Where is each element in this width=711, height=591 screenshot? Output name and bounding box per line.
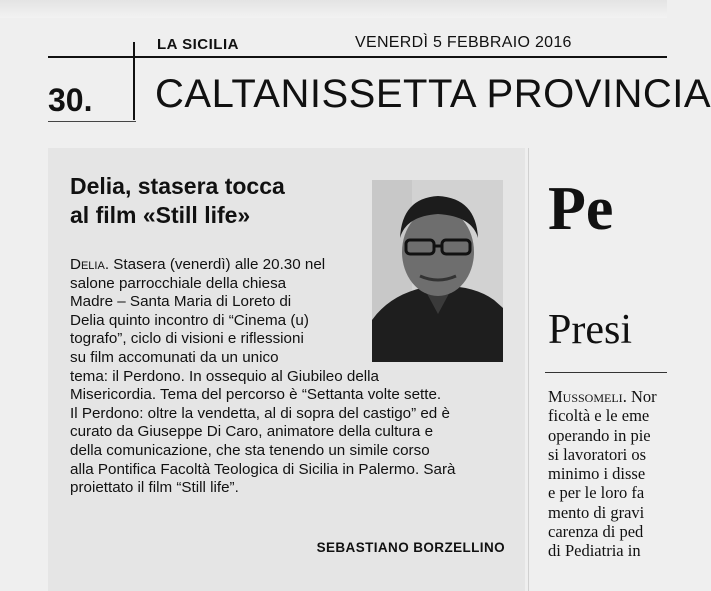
body-line: ficoltà e le eme: [548, 406, 650, 426]
body-line: Delia. Stasera (venerdì) alle 20.30 nel: [70, 256, 326, 273]
body-line: operando in pie: [548, 425, 651, 445]
body-line: su film accomunati da un unico: [70, 348, 279, 366]
body-line: salone parrocchiale della chiesa: [70, 274, 287, 292]
scan-top-edge: [0, 0, 667, 18]
article-body: [70, 256, 506, 498]
body-line: Mussomeli. Nor: [548, 387, 657, 406]
body-line: proiettato il film “Still life”.: [70, 479, 239, 497]
headline-line: Delia, stasera tocca: [70, 173, 285, 199]
body-line: Madre – Santa Maria di Loreto di: [70, 293, 292, 311]
body-line: della comunicazione, che sta tenendo un simile corso: [70, 441, 430, 459]
adjacent-rule: [545, 372, 667, 373]
body-line: si lavoratori os: [548, 444, 647, 464]
body-line: minimo i disse: [548, 464, 646, 484]
page-number-rule: [48, 121, 136, 122]
headline-line: al film «Still life»: [70, 202, 251, 228]
adjacent-dateline: Mussomeli: [548, 387, 623, 406]
section-title: [155, 72, 711, 117]
body-line: alla Pontifica Facoltà Teologica di Sicilia in Palermo. Sarà: [70, 460, 456, 478]
adjacent-headline-fragment: Pe: [548, 175, 614, 243]
body-line: carenza di ped: [548, 522, 644, 542]
body-line: mento di gravi: [548, 502, 645, 522]
body-line: Il Perdono: oltre la vendetta, al di sopra del castigo” ed è: [70, 404, 450, 422]
body-line: tografo”, ciclo di visioni e riflessioni: [70, 330, 304, 348]
masthead-vertical-rule: [133, 42, 135, 120]
body-line: Misericordia. Tema del percorso è “Settanta volte sette.: [70, 386, 442, 404]
body-line: e per le loro fa: [548, 483, 645, 503]
body-line: Delia quinto incontro di “Cinema (u): [70, 311, 309, 329]
masthead-rule: [48, 56, 667, 58]
body-line: di Pediatria in: [548, 541, 641, 561]
adjacent-subheadline-fragment: Presi: [548, 307, 632, 353]
body-line: curato da Giuseppe Di Caro, animatore della cultura e: [70, 423, 434, 441]
section-title-part2: PROVINCIA: [486, 72, 711, 116]
article-headline: [70, 172, 360, 230]
article-dateline: Delia: [70, 256, 105, 273]
column-separator: [528, 148, 529, 591]
adjacent-article-body: [548, 387, 678, 561]
newspaper-name: LA SICILIA: [157, 36, 239, 53]
body-line: tema: il Perdono. In ossequio al Giubileo della: [70, 367, 380, 385]
page-number: 30.: [48, 82, 93, 118]
section-title-part1: CALTANISSETTA: [155, 72, 475, 116]
issue-date: VENERDÌ 5 FEBBRAIO 2016: [355, 34, 572, 51]
article-byline: SEBASTIANO BORZELLINO: [316, 540, 505, 555]
